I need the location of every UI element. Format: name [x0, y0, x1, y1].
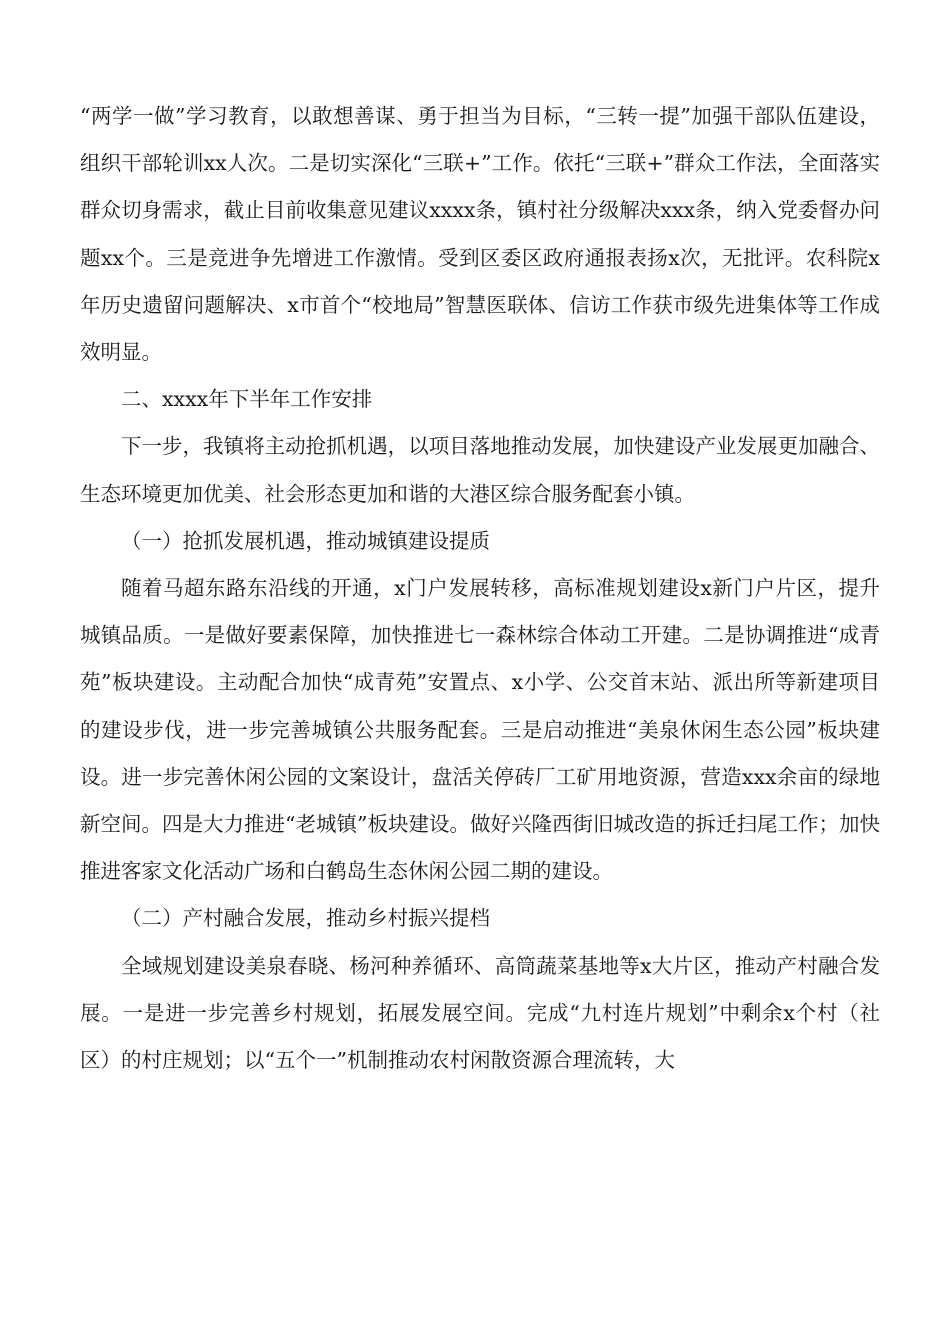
- paragraph: 随着马超东路东沿线的开通，x门户发展转移，高标准规划建设x新门户片区，提升城镇品质。一是做好要素保障，加快推进七一森林综合体动工开建。二是协调推进“成青苑”板块建设。主动配合加快“成青苑”安置点、x小学、公交首末站、派出所等新建项目的建设步伐，进一步完善城镇公共服务配套。三是启动推进“美泉休闲生态公园”板块建设。进一步完善休闲公园的文案设计，盘活关停砖厂工矿用地资源，营造xxx余亩的绿地新空间。四是大力推进“老城镇”板块建设。做好兴隆西街旧城改造的拆迁扫尾工作；加快推进客家文化活动广场和白鹤岛生态休闲公园二期的建设。: [80, 576, 880, 884]
- paragraph: 下一步，我镇将主动抢抓机遇，以项目落地推动发展，加快建设产业发展更加融合、生态环境更加优美、社会形态更加和谐的大港区综合服务配套小镇。: [80, 434, 880, 506]
- paragraph-continued: “两学一做”学习教育，以敢想善谋、勇于担当为目标，“三转一提”加强干部队伍建设，组织干部轮训xx人次。二是切实深化“三联+”工作。依托“三联+”群众工作法，全面落实群众切身需求，截止目前收集意见建议xxxx条，镇村社分级解决xxx条，纳入党委督办问题xx个。三是竞进争先增进工作激情。受到区委区政府通报表扬x次，无批评。农科院x年历史遗留问题解决、x市首个“校地局”智慧医联体、信访工作获市级先进集体等工作成效明显。: [80, 104, 880, 365]
- document-body: [80, 93, 880, 1084]
- sub-heading: （二）产村融合发展，推动乡村振兴提档: [121, 906, 490, 931]
- paragraph: 全域规划建设美泉春晓、杨河种养循环、高筒蔬菜基地等x大片区，推动产村融合发展。一是进一步完善乡村规划，拓展发展空间。完成“九村连片规划”中剩余x个村（社区）的村庄规划；以“五个一”机制推动农村闲散资源合理流转，大: [80, 953, 880, 1073]
- sub-heading: （一）抢抓发展机遇，推动城镇建设提质: [121, 528, 490, 553]
- section-heading: 二、xxxx年下半年工作安排: [121, 387, 373, 412]
